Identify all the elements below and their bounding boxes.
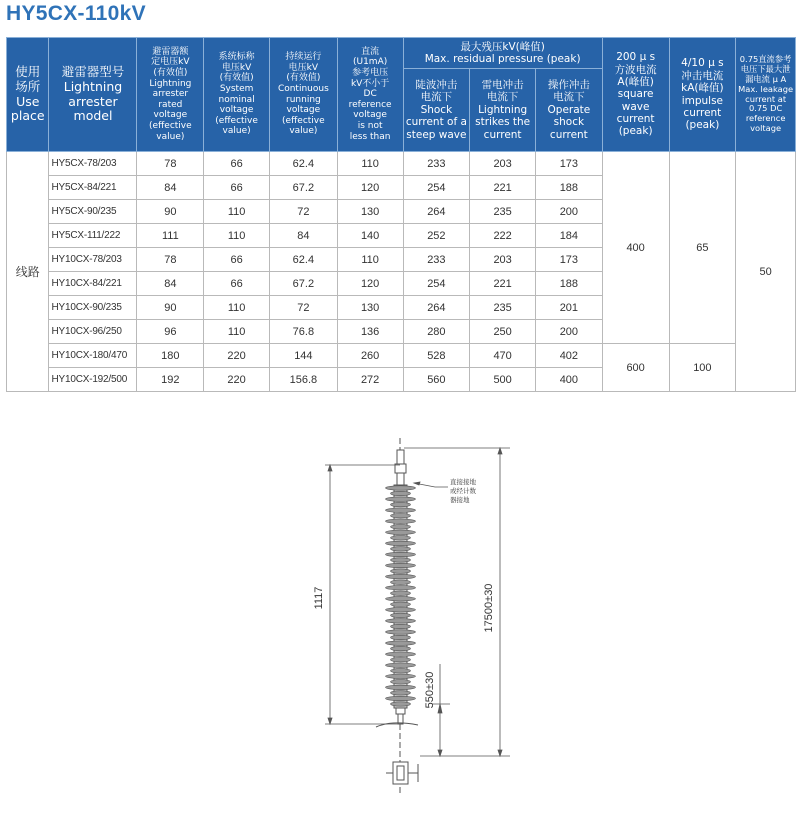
header-line: square (617, 88, 654, 101)
header-line: 方波电流 (614, 63, 657, 76)
header-line: 最大残压kV(峰值) (460, 40, 545, 53)
continuous-cell: 67.2 (269, 176, 337, 200)
header-impulse (669, 38, 736, 152)
header-line: reference (348, 99, 392, 110)
shed (386, 597, 416, 601)
header-line: (effective (215, 115, 258, 126)
table-row (7, 152, 796, 176)
shed (391, 613, 411, 617)
header-line: 4/10 μ s (681, 57, 724, 70)
shed-stack (386, 485, 416, 708)
header-line: current (683, 106, 722, 119)
header-line: 使用 (15, 64, 41, 79)
header-line: steep wave (406, 128, 467, 141)
system-cell: 66 (204, 152, 270, 176)
header-line: (effective (282, 115, 325, 126)
shed (386, 663, 416, 667)
system-cell: 66 (204, 176, 270, 200)
operate-cell: 188 (536, 176, 603, 200)
operate-cell: 402 (536, 344, 603, 368)
shed (391, 569, 411, 573)
header-line: 200 μ s (616, 51, 656, 64)
continuous-cell: 62.4 (269, 152, 337, 176)
header-dc-reference (337, 38, 403, 152)
arrester-drawing (300, 438, 520, 798)
continuous-cell: 62.4 (269, 248, 337, 272)
square-wave-cell: 400 (602, 152, 669, 344)
header-line: (effective (149, 121, 192, 132)
dim-total-label: 1117 (313, 586, 325, 610)
header-line: less than (349, 131, 391, 142)
header-line: Continuous (277, 83, 329, 94)
shed (386, 674, 416, 678)
header-line: (有效值) (219, 73, 254, 84)
shed (391, 502, 411, 506)
header-line: reference (745, 113, 786, 124)
header-row (7, 38, 796, 69)
model-cell: HY5CX-84/221 (49, 176, 137, 200)
dc-cell: 110 (337, 248, 403, 272)
header-line: Operate (547, 103, 591, 116)
header-line: voltage (153, 110, 188, 121)
model-cell: HY10CX-90/235 (49, 296, 137, 320)
header-line: current of a (405, 116, 467, 129)
shed (386, 619, 416, 623)
header-line: is not (357, 121, 383, 132)
dc-cell: 110 (337, 152, 403, 176)
header-line: 电流下 (553, 91, 585, 104)
model-cell: HY10CX-192/500 (49, 368, 137, 392)
header-line: voltage (286, 105, 321, 116)
steep-cell: 254 (403, 272, 470, 296)
shed (391, 525, 411, 529)
lightning-cell: 235 (470, 296, 536, 320)
dc-cell: 130 (337, 296, 403, 320)
shed (386, 630, 416, 634)
shed (391, 646, 411, 650)
header-line: 0.75 DC (748, 103, 783, 114)
system-cell: 66 (204, 248, 270, 272)
header-line: Max. leakage (738, 83, 794, 94)
shed (386, 685, 416, 689)
model-cell: HY5CX-111/222 (49, 224, 137, 248)
header-lightning (470, 69, 536, 152)
spec-table (6, 37, 796, 392)
header-line: current at (745, 93, 787, 104)
header-line: A(峰值) (617, 75, 654, 88)
header-line: nominal (218, 94, 255, 105)
rated-cell: 90 (137, 296, 204, 320)
rated-cell: 111 (137, 224, 204, 248)
square-wave-cell: 600 (602, 344, 669, 392)
dc-cell: 130 (337, 200, 403, 224)
rated-cell: 192 (137, 368, 204, 392)
model-cell: HY10CX-78/203 (49, 248, 137, 272)
shed (386, 563, 416, 567)
steep-cell: 252 (403, 224, 470, 248)
shed (386, 574, 416, 578)
header-line: 电压kV (288, 62, 319, 73)
dc-cell: 272 (337, 368, 403, 392)
shed (391, 580, 411, 584)
header-line: arrester (68, 93, 118, 109)
continuous-cell: 144 (269, 344, 337, 368)
dim-height-label: 17500±30 (483, 583, 495, 633)
system-cell: 220 (204, 344, 270, 368)
steep-cell: 233 (403, 152, 470, 176)
system-cell: 110 (204, 200, 270, 224)
lightning-cell: 470 (470, 344, 536, 368)
table-row (7, 344, 796, 368)
header-model (49, 38, 137, 152)
lightning-cell: 222 (470, 224, 536, 248)
header-line: 避雷器额 (152, 46, 189, 57)
header-residual-group (403, 38, 602, 69)
header-line: Lightning (63, 78, 123, 94)
shed (391, 491, 411, 495)
header-line: shock (553, 116, 585, 129)
impulse-cell: 100 (669, 344, 736, 392)
header-line: wave (621, 100, 650, 113)
shed (386, 530, 416, 534)
shed (386, 608, 416, 612)
header-line: (peak) (685, 119, 720, 132)
steep-cell: 233 (403, 248, 470, 272)
header-line: 定电压kV (151, 57, 190, 68)
model-cell: HY5CX-78/203 (49, 152, 137, 176)
rated-cell: 180 (137, 344, 204, 368)
dc-cell: 120 (337, 176, 403, 200)
operate-cell: 173 (536, 248, 603, 272)
model-cell: HY5CX-90/235 (49, 200, 137, 224)
impulse-cell: 65 (669, 152, 736, 344)
header-line: (有效值) (153, 67, 188, 78)
system-cell: 110 (204, 296, 270, 320)
operate-cell: 200 (536, 320, 603, 344)
header-line: 0.75直流参考 (739, 54, 792, 65)
use-place-cell: 线路 (7, 152, 49, 392)
shed (386, 552, 416, 556)
lightning-cell: 221 (470, 272, 536, 296)
header-line: DC (363, 89, 377, 100)
header-rated-voltage (137, 38, 204, 152)
model-cell: HY10CX-84/221 (49, 272, 137, 296)
shed (391, 669, 411, 673)
header-line: kV不小于 (350, 78, 390, 89)
operate-cell: 173 (536, 152, 603, 176)
header-operate (536, 69, 603, 152)
rated-cell: 78 (137, 248, 204, 272)
header-line: Lightning (478, 103, 528, 116)
shed (391, 536, 411, 540)
header-line: running (286, 94, 321, 105)
system-cell: 110 (204, 320, 270, 344)
header-line: current (483, 128, 522, 141)
header-square-wave (602, 38, 669, 152)
header-line: 电压kV (221, 62, 252, 73)
shed (391, 624, 411, 628)
header-line: strikes the (475, 116, 531, 129)
shed (391, 558, 411, 562)
steep-cell: 528 (403, 344, 470, 368)
shed (386, 652, 416, 656)
header-line: 电压下最大泄 (740, 64, 791, 75)
shed (386, 641, 416, 645)
header-line: 操作冲击 (547, 79, 590, 92)
header-line: Shock (420, 103, 453, 116)
header-line: 电流下 (486, 91, 519, 104)
shed (391, 602, 411, 606)
dc-cell: 260 (337, 344, 403, 368)
header-line: Lightning (149, 78, 192, 89)
header-line: place (10, 108, 45, 124)
shed (391, 547, 411, 551)
rated-cell: 90 (137, 200, 204, 224)
rated-cell: 96 (137, 320, 204, 344)
header-line: (peak) (618, 125, 653, 138)
lightning-cell: 500 (470, 368, 536, 392)
header-line: impulse (681, 94, 724, 107)
rated-cell: 84 (137, 176, 204, 200)
shed (386, 508, 416, 512)
header-line: System (219, 83, 254, 94)
header-continuous-voltage (269, 38, 337, 152)
shed (386, 519, 416, 523)
continuous-cell: 72 (269, 296, 337, 320)
system-cell: 220 (204, 368, 270, 392)
shed (391, 691, 411, 695)
shed (386, 541, 416, 545)
shed (391, 680, 411, 684)
lightning-cell: 250 (470, 320, 536, 344)
operate-cell: 200 (536, 200, 603, 224)
header-line: voltage (353, 110, 387, 121)
steep-cell: 264 (403, 200, 470, 224)
header-line: value) (222, 126, 251, 137)
header-line: arrester (152, 89, 189, 100)
shed (391, 702, 411, 706)
header-leakage (736, 38, 796, 152)
continuous-cell: 76.8 (269, 320, 337, 344)
header-system-voltage (204, 38, 270, 152)
shed (391, 591, 411, 595)
header-line: model (73, 108, 113, 124)
header-line: 雷电冲击 (481, 79, 524, 92)
leakage-cell: 50 (736, 152, 796, 392)
steep-cell: 254 (403, 176, 470, 200)
page-title: HY5CX-110kV (6, 2, 146, 25)
shed (391, 635, 411, 639)
rated-cell: 78 (137, 152, 204, 176)
header-use-place (7, 38, 49, 152)
header-line: 陡波冲击 (415, 79, 458, 92)
system-cell: 66 (204, 272, 270, 296)
lightning-cell: 235 (470, 200, 536, 224)
system-cell: 110 (204, 224, 270, 248)
model-cell: HY10CX-96/250 (49, 320, 137, 344)
lightning-cell: 221 (470, 176, 536, 200)
base-fitting (386, 762, 418, 784)
header-line: 电流下 (420, 91, 453, 104)
continuous-cell: 72 (269, 200, 337, 224)
dc-cell: 140 (337, 224, 403, 248)
operate-cell: 188 (536, 272, 603, 296)
header-line: (有效值) (286, 73, 321, 84)
header-line: 系统标称 (218, 52, 255, 63)
header-line: value) (156, 131, 185, 142)
shed (386, 486, 416, 490)
header-line: 参考电压 (352, 67, 389, 78)
header-line: 持续运行 (285, 52, 322, 63)
header-line: 避雷器型号 (61, 64, 125, 79)
rated-cell: 84 (137, 272, 204, 296)
header-steep-wave (403, 69, 470, 152)
steep-cell: 560 (403, 368, 470, 392)
header-line: (U1mA) (352, 57, 388, 68)
dc-cell: 136 (337, 320, 403, 344)
header-line: 漏电流 μ A (745, 73, 787, 84)
header-line: voltage (750, 122, 782, 133)
shed (386, 497, 416, 501)
shed (386, 696, 416, 700)
header-line: 场所 (15, 78, 41, 94)
header-line: current (616, 113, 655, 126)
shed (386, 586, 416, 590)
header-line: 冲击电流 (681, 69, 724, 82)
lightning-cell: 203 (470, 248, 536, 272)
header-line: voltage (219, 105, 254, 116)
operate-cell: 400 (536, 368, 603, 392)
lightning-cell: 203 (470, 152, 536, 176)
header-line: rated (158, 99, 183, 110)
shed (391, 514, 411, 518)
header-line: Use (16, 93, 40, 109)
dim-base-label: 550±30 (424, 671, 436, 709)
header-line: 直流 (361, 46, 380, 57)
operate-cell: 201 (536, 296, 603, 320)
grounding-note: 直接接地 或经计数 器接地 (450, 478, 476, 504)
continuous-cell: 67.2 (269, 272, 337, 296)
header-line: current (549, 128, 588, 141)
header-line: value) (289, 126, 318, 137)
shed (391, 658, 411, 662)
dc-cell: 120 (337, 272, 403, 296)
operate-cell: 184 (536, 224, 603, 248)
header-line: Max. residual pressure (peak) (424, 53, 581, 65)
continuous-cell: 84 (269, 224, 337, 248)
header-line: kA(峰值) (681, 82, 724, 95)
continuous-cell: 156.8 (269, 368, 337, 392)
model-cell: HY10CX-180/470 (49, 344, 137, 368)
steep-cell: 264 (403, 296, 470, 320)
steep-cell: 280 (403, 320, 470, 344)
